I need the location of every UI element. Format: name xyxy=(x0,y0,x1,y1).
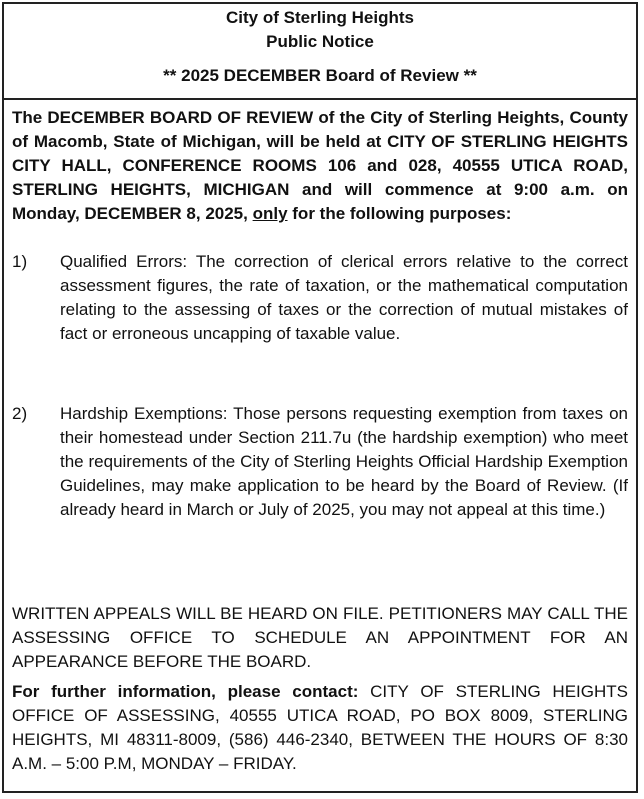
item-2-number: 2) xyxy=(12,404,28,423)
city-title: City of Sterling Heights xyxy=(226,8,414,27)
intro-paragraph xyxy=(12,106,628,226)
header-divider xyxy=(4,98,636,100)
written-appeals-paragraph: WRITTEN APPEALS WILL BE HEARD ON FILE. PETITIONERS MAY CALL THE ASSESSING OFFICE TO SCHEDULE AN APPOINTMENT FOR AN APPEARANCE BEFORE THE BOARD. xyxy=(12,604,628,671)
intro-underlined-word: only xyxy=(252,204,288,223)
item-2-text: Hardship Exemptions: Those persons requesting exemption from taxes on their homestead under Section 211.7u (the hardship exemption) who meet the requirements of the City of Sterling Heights Official Hardship Exemption Guidelines, may make application to be heard by the Board of Review. (If already heard in March or July of 2025, you may not appeal at this time.) xyxy=(60,404,628,519)
item-1-text: Qualified Errors: The correction of clerical errors relative to the correct assessment figures, the rate of taxation, or the mathematical computation relating to the assessing of taxes or the correction of mutual mistakes of fact or erroneous uncapping of taxable value. xyxy=(60,252,628,343)
item-1-number: 1) xyxy=(12,252,28,271)
intro-text-end: for the following purposes: xyxy=(287,204,512,223)
intro-text-start: The DECEMBER BOARD OF REVIEW of the City of Sterling Heights, County of Macomb, State of Michigan, will be held at CITY OF STERLING HEIGHTS CITY HALL, CONFERENCE ROOMS 106 and 028, 40555 UTICA ROAD, STERLING HEIGHTS, MICHIGAN and will commence at 9:00 a.m. on Monday, DECEMBER 8, 2025, xyxy=(12,108,628,223)
contact-paragraph xyxy=(12,680,628,776)
contact-details: CITY OF STERLING HEIGHTS OFFICE OF ASSESSING, 40555 UTICA ROAD, PO BOX 8009, STERLING HEIGHTS, MI 48311-8009, (586) 446-2340, BETWEEN THE HOURS OF 8:30 A.M. – 5:00 P.M, MONDAY – FRIDAY. xyxy=(12,682,628,773)
public-notice-title: Public Notice xyxy=(266,32,374,51)
contact-lead: For further information, please contact: xyxy=(12,682,359,701)
board-of-review-title: ** 2025 DECEMBER Board of Review ** xyxy=(163,66,477,85)
